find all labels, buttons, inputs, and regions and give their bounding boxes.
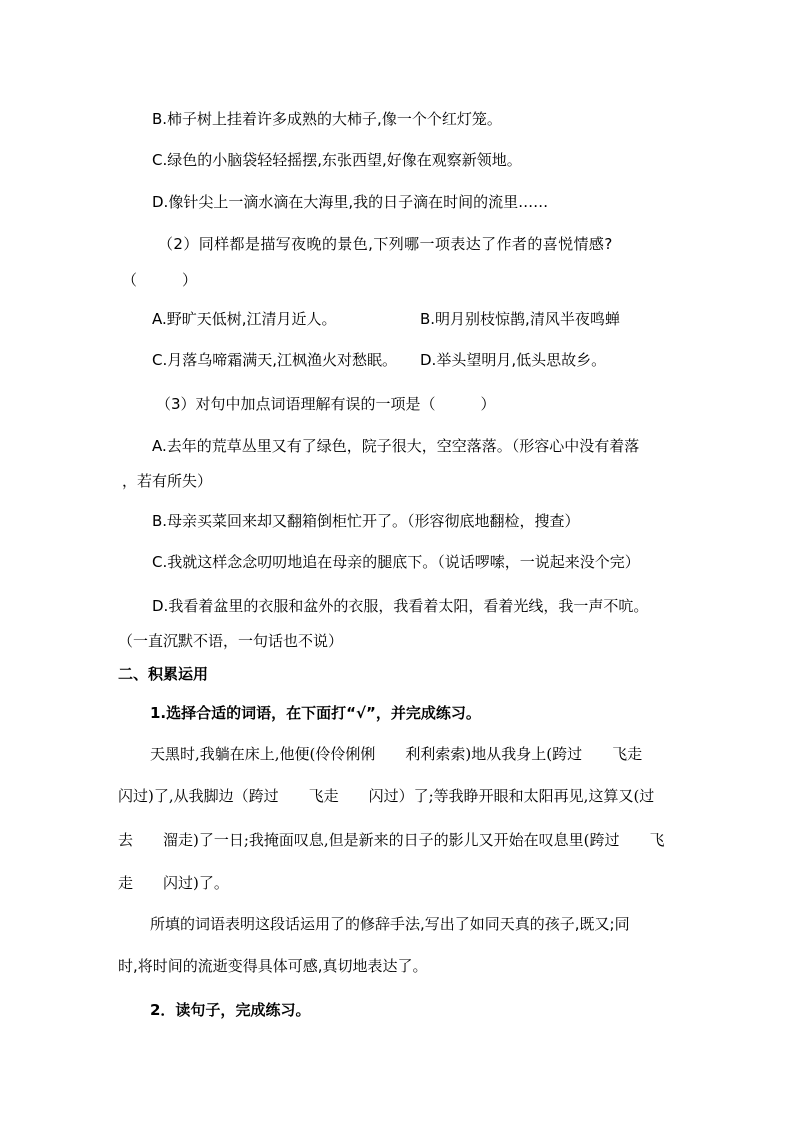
section-two-heading: 二、积累运用 [118, 665, 209, 683]
passage-line-4: 走 闪过)了。 [118, 874, 229, 892]
exercise-2-title: 2．读句子，完成练习。 [150, 1001, 311, 1019]
question-2-answer-blank: （ ） [122, 271, 198, 289]
q2-option-b: B.明月别枝惊鹊,清风半夜鸣蝉 [420, 310, 620, 328]
question-2-prompt: （2）同样都是描写夜晚的景色,下列哪一项表达了作者的喜悦情感? [158, 235, 613, 253]
option-d-needle-drop: D.像针尖上一滴水滴在大海里,我的日子滴在时间的流里…… [152, 193, 549, 211]
q3-option-b: B.母亲买菜回来却又翻箱倒柜忙开了。（形容彻底地翻检，搜查） [152, 512, 580, 530]
passage-line-2: 闪过)了,从我脚边（跨过 飞走 闪过）了;等我睁开眼和太阳再见,这算又(过 [118, 787, 655, 805]
question-3-prompt: （3）对句中加点词语理解有误的一项是（ ） [156, 395, 496, 413]
passage-line-3: 去 溜走)了一日;我掩面叹息,但是新来的日子的影儿又开始在叹息里(跨过 飞 [118, 831, 665, 849]
q2-option-d: D.举头望明月,低头思故乡。 [420, 351, 607, 369]
fill-in-line-1: 所填的词语表明这段话运用了的修辞手法,写出了如同天真的孩子,既又;同 [150, 915, 630, 933]
q3-option-d-continued: （一直沉默不语，一句话也不说） [118, 632, 344, 650]
q3-option-a: A.去年的荒草丛里又有了绿色，院子很大，空空落落。（形容心中没有着落 [152, 437, 640, 455]
q3-option-a-continued: ，若有所失） [122, 472, 213, 490]
q2-option-a: A.野旷天低树,江清月近人。 [152, 310, 337, 328]
q3-option-c: C.我就这样念念叨叨地追在母亲的腿底下。（说话啰嗦，一说起来没个完） [152, 553, 640, 571]
fill-in-line-2: 时,将时间的流逝变得具体可感,真切地表达了。 [118, 957, 428, 975]
passage-line-1: 天黑时,我躺在床上,他便(伶伶俐俐 利利索索)地从我身上(跨过 飞走 [150, 745, 643, 763]
q3-option-d: D.我看着盆里的衣服和盆外的衣服，我看着太阳，看着光线，我一声不吭。 [152, 597, 649, 615]
option-c-green-head: C.绿色的小脑袋轻轻摇摆,东张西望,好像在观察新领地。 [152, 151, 522, 169]
exercise-1-title: 1.选择合适的词语，在下面打“√”，并完成练习。 [150, 704, 481, 722]
option-b-persimmon: B.柿子树上挂着许多成熟的大柿子,像一个个红灯笼。 [152, 110, 502, 128]
q2-option-c: C.月落乌啼霜满天,江枫渔火对愁眠。 [152, 351, 398, 369]
